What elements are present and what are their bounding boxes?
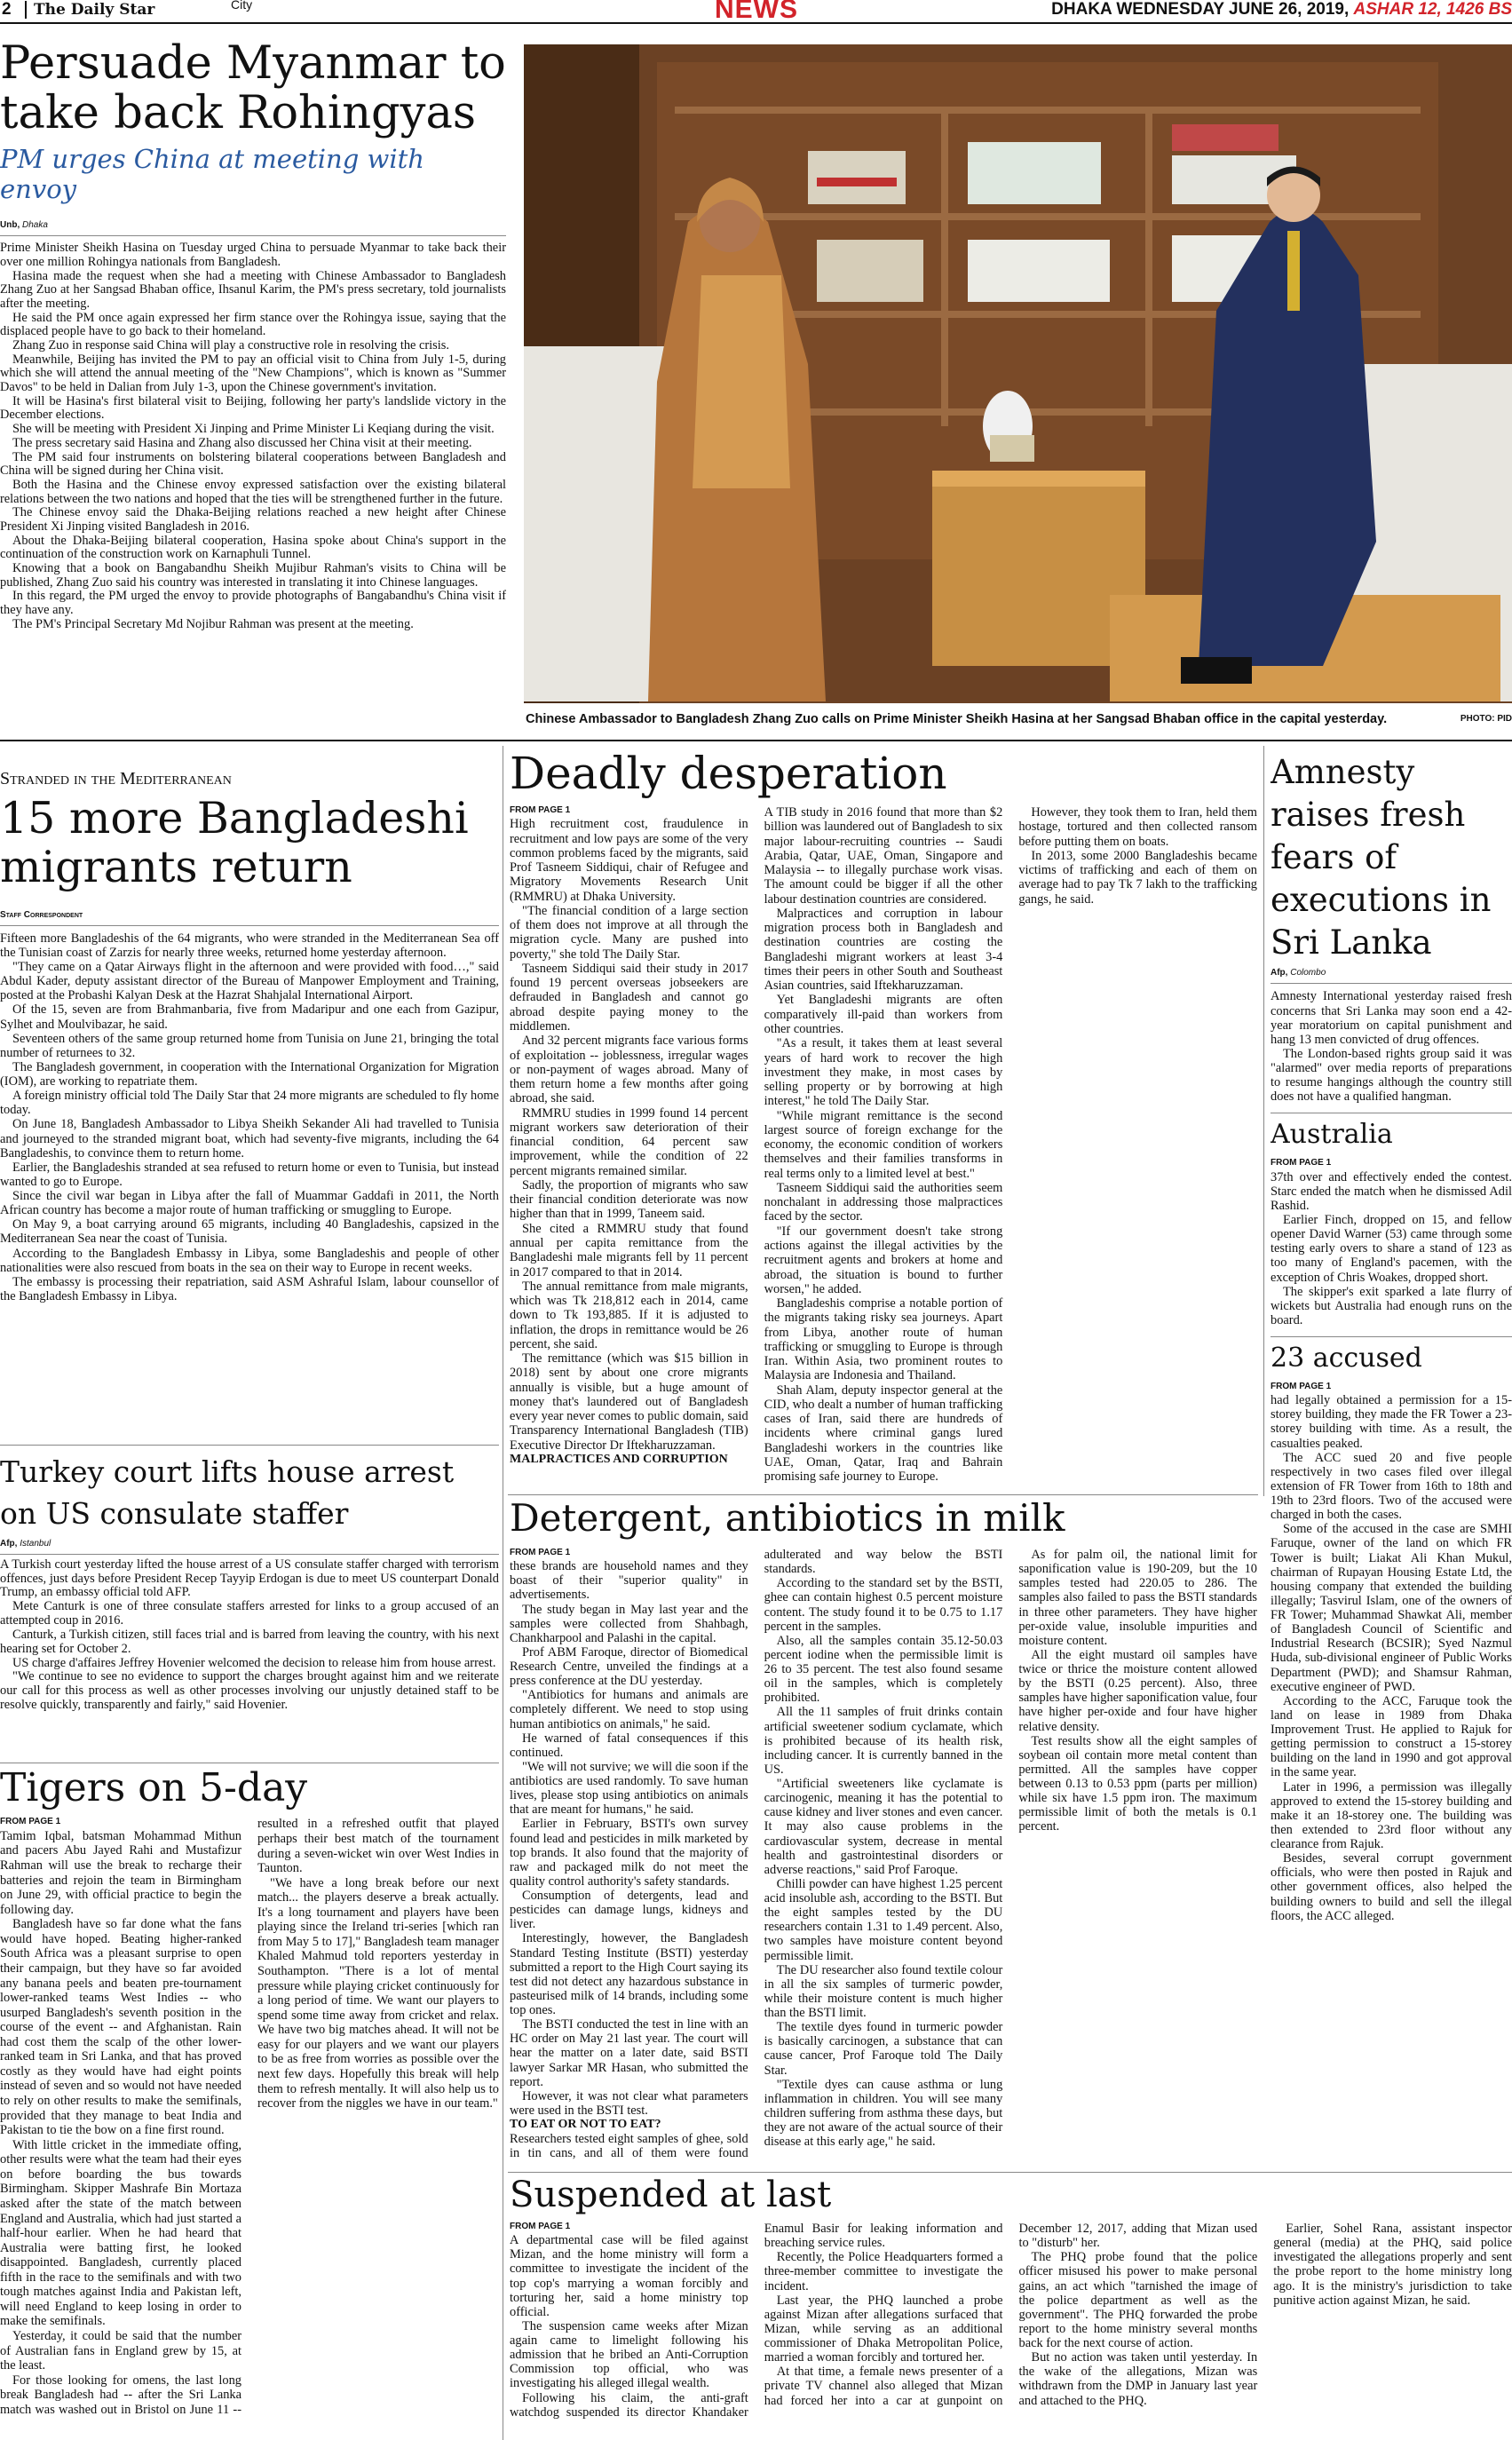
paragraph: The DU researcher also found textile colour in all the six samples of turmeric powder, while their moisture content is much higher than the BSTI limit. [764, 1962, 1003, 2021]
from-page-label: FROM PAGE 1 [0, 1817, 61, 1827]
paragraph: The study began in May last year and the samples were collected from Shahbagh, Chankharpool and Palashi in the capital. [510, 1602, 748, 1645]
deadly-body [510, 805, 1257, 1485]
paragraph: Tasneem Siddiqui said the authorities seem nonchalant in addressing those malpractices faced by the sector. [764, 1180, 1003, 1224]
paragraph: In this regard, the PM urged the envoy to provide photographs of Bangabandhu's China visit if they have any. [0, 589, 506, 618]
from-page-label: FROM PAGE 1 [1271, 1382, 1332, 1392]
paragraph: A departmental case will be filed against Mizan, and the home ministry will form a committee to investigate the incident of the top cop's marrying a woman forcibly and torturing her, said a home ministry top official. [510, 2233, 748, 2319]
page-number: 2 [2, 0, 12, 19]
paragraph: Bangladeshis comprise a notable portion of the migrants taking risky sea journeys. Apart from Libya, another route of human trafficking or smuggling to Europe is through Iran. Within Asia, two prominent routes to Malaysia are Indonesia and Thailand. [764, 1296, 1003, 1383]
paragraph: She will be meeting with President Xi Jinping and Prime Minister Li Keqiang during the visit. [12, 422, 495, 437]
lead-body [0, 242, 506, 631]
paragraph: At that time, a female news presenter of a private TV channel also alleged that Mizan had forced her into a car at gunpoint on December 12, 2017, adding that Mizan used to "disturb" her. [764, 2222, 1258, 2408]
migrants-kicker: Stranded in the Mediterranean [0, 769, 232, 788]
paragraph: High recruitment cost, fraudulence in recruitment and low pays are some of the very common problems faced by the migrants, said Prof Tasneem Siddiqui, chair of Refugee and Migratory Movements Research Unit (RMMRU) at Dhaka University. [510, 817, 748, 904]
subheading: MALPRACTICES AND CORRUPTION [510, 1452, 728, 1466]
paragraph: "We have a long break before our next match... the players deserve a break actually. It's a long tournament and players have been playing since the Ireland tri-series [which ran from May 5 to 17]," Bangladesh team manager Khaled Mahmud told reporters yesterday in Southampton. "There is a lot of mental pressure while playing cricket continuously for a long period of time. We want our players to spend some time away from cricket and relax. We have two big matches ahead. It will not be easy for our players and we want our players to be as free from worries as possible over the next few days. Hopefully this break will help them to refresh mentally. It will also help us to recover from the niggles we have in our team." [257, 1875, 499, 2111]
paragraph: Zhang Zuo in response said China will play a constructive role in resolving the crisis. [12, 338, 449, 353]
paragraph: 37th over and effectively ended the contest. Starc ended the match when he dismissed Adil Rashid. [1271, 1169, 1512, 1213]
from-page-label: FROM PAGE 1 [510, 2222, 571, 2231]
paragraph: Some of the accused in the case are SMHI Faruque, owner of the land on which FR Tower is built; Liakat Ali Khan Mukul, chairman of Rupayan Housing Estate Ltd, the housing company that extended the building illegally; Tasvirul Islam, one of the owners of FR Tower; Muhammad Shawkat Ali, member of Bangladesh Council of Scientific and Industrial Research (BCSIR); Syed Nazmul Huda, sub-divisional engineer of Public Works Department (PWD); and Shamsur Rahman, executive engineer of PWD. [1271, 1522, 1512, 1694]
paragraph: these brands are household names and they boast of their "superior quality" in advertisements. [510, 1559, 748, 1603]
section-title: NEWS [715, 0, 798, 21]
turkey-byline: Afp, [0, 1538, 18, 1549]
paragraph: For those looking for omens, the last long break Bangladesh had -- after the Sri Lanka match was washed out in Bristol on June 11 -- resulted in a refreshed outfit that played perhaps their best match of the tournament during a seven-wicket win over West Indies in Taunton. [0, 1817, 499, 2417]
paragraph: Prof ABM Faroque, director of Biomedical Research Centre, unveiled the findings at a press conference at the DU yesterday. [510, 1644, 748, 1689]
turkey-headline: Turkey court lifts house arrest on US consulate staffer [0, 1454, 455, 1531]
paragraph: However, they took them to Iran, held them hostage, tortured and then collected ransom before putting them on boats. [1018, 805, 1257, 849]
lead-photo [524, 44, 1512, 703]
paragraph: US charge d'affaires Jeffrey Hovenier welcomed the decision to release him from house arrest. [12, 1655, 496, 1670]
paragraph: However, it was not clear what parameters were used in the BSTI test. [510, 2088, 748, 2118]
paragraph: Interestingly, however, the Bangladesh Standard Testing Institute (BSTI) yesterday submitted a report to the High Court saying its test did not detect any hazardous substance in pasteurised milk of 14 brands, including some top ones. [510, 1931, 748, 2018]
paragraph: According to the ACC, Faruque took the land on lease in 1989 from Dhaka Improvement Trust. He applied to Rajuk for getting permission to construct a 15-storey building on the land in 1990 and got approval in the same year. [1271, 1693, 1512, 1780]
paragraph: As for palm oil, the national limit for saponification value is 190-209, but the 10 samples tested had 220.05 to 286. The samples also failed to pass the BSTI standards in three other parameters. They have higher per-oxide value, insoluble impurities and moisture content. [1018, 1548, 1257, 1648]
paragraph: Earlier, the Bangladeshis stranded at sea refused to return home or even to Tunisia, but instead wanted to go to Europe. [0, 1160, 499, 1189]
paragraph: Earlier Finch, dropped on 15, and fellow opener David Warner (53) came through some testing early overs to share a stand of 123 as too many of England's pacemen, with the exception of Chris Woakes, dropped short. [1271, 1213, 1512, 1285]
australia-body [1271, 1158, 1512, 1327]
section-tag: City [231, 0, 253, 12]
paragraph: The annual remittance from male migrants, which was Tk 218,812 each in 2014, came down to Tk 193,885. If it is adjusted to inflation, the drops in remittance would be 26 percent, she said. [510, 1279, 748, 1351]
paragraph: Prime Minister Sheikh Hasina on Tuesday urged China to persuade Myanmar to take back their over one million Rohingya nationals from Bangladesh. [0, 241, 506, 269]
paragraph: Canturk, a Turkish citizen, still faces trial and is barred from leaving the country, with his next hearing set for October 2. [0, 1627, 499, 1656]
amnesty-body [1271, 989, 1512, 1104]
lead-story [0, 39, 506, 736]
accused-headline: 23 accused [1271, 1343, 1422, 1374]
paragraph: Malpractices and corruption in labour migration process both in Bangladesh and destination countries are costing the Bangladeshi migrant workers at least 3-4 times their peers in other South and Southeast Asian countries, said Iftekharuzzaman. [764, 906, 1003, 994]
paragraph: "Artificial sweeteners like cyclamate is carcinogenic, meaning it has the potential to cause kidney and liver stones and even cancer. It may also cause problems in the cardiovascular system, decrease in mental health and gastrointestinal disorders or adverse reactions," said Prof Faroque. [764, 1777, 1003, 1877]
dateline: DHAKA WEDNESDAY JUNE 26, 2019, [1051, 0, 1350, 19]
deadly-headline: Deadly desperation [510, 749, 947, 799]
migrants-story [0, 769, 499, 1444]
paragraph: "We continue to see no evidence to support the charges brought against him and we reiterate our call for this process as well as other processes involving our unjustly detained staff to be resolve quickly, transparently and fairly," said Hovenier. [0, 1669, 499, 1713]
paragraph: Bangladesh have so far done what the fans would have hoped. Beating higher-ranked South Africa was a pleasant surprise to open their campaign, but they have so far avoided any banana peels and beaten pre-tournament lower-ranked teams West Indies -- who usurped Bangladesh's seventh position in the course of the event -- and Afghanistan. Rain had cost them the scalp of the other lower-ranked team in Sri Lanka, and that has proved costly as they would have had eight points instead of seven and so would not have needed to rely on other results to make the semifinals, provided that they manage to beat India and Pakistan to tie the bow on a fine first round. [0, 1917, 241, 2138]
amnesty-byline: Afp, [1271, 968, 1288, 978]
migrants-byline: Staff Correspondent [0, 909, 83, 920]
from-page-label: FROM PAGE 1 [510, 1548, 571, 1558]
lead-headline: Persuade Myanmar to take back Rohingyas [0, 39, 506, 140]
paragraph: He said the PM once again expressed her firm stance over the Rohingya issue, saying that the displaced people have to go back to their homeland. [0, 310, 506, 339]
paragraph: Seventeen others of the same group returned home from Tunisia on June 21, bringing the total number of returnees to 32. [0, 1031, 499, 1060]
milk-body [510, 1548, 1257, 2160]
migrants-headline: 15 more Bangladeshi migrants return [0, 793, 469, 892]
lead-subhead: PM urges China at meeting with envoy [0, 144, 424, 205]
paragraph: Fifteen more Bangladeshis of the 64 migrants, who were stranded in the Mediterranean Sea off the Tunisian coast of Zarzis for nearly three weeks, returned home yesterday afternoon. [0, 931, 499, 960]
paragraph: "Antibiotics for humans and animals are completely different. We need to stop using human antibiotics on animals," he said. [510, 1688, 748, 1731]
deadly-story [510, 749, 1257, 1490]
paragraph: A TIB study in 2016 found that more than $2 billion was laundered out of Bangladesh to six major labour-recruiting countries -- Saudi Arabia, Qatar, UAE, Oman, Singapore and Malaysia -- to illegally purchase work visas. The amount could be bigger if all the other labour destination countries are considered. [764, 805, 1003, 907]
from-page-label: FROM PAGE 1 [510, 805, 571, 815]
paragraph: The textile dyes found in turmeric powder is basically carcinogen, a substance that can cause cancer, Prof Faroque told The Daily Star. [764, 2020, 1003, 2078]
suspended-headline: Suspended at last [510, 2175, 832, 2215]
paragraph: The skipper's exit sparked a late flurry of wickets but Australia had enough runs on the board. [1271, 1284, 1512, 1327]
paragraph: "If our government doesn't take strong actions against the illegal activities by the recruitment agents and brokers at home and abroad, the situation is bound to further worsen," he added. [764, 1224, 1003, 1296]
paragraph: had legally obtained a permission for a 15-storey building, they made the FR Tower a 23-storey building with time. As a result, the casualties peaked. [1271, 1393, 1512, 1451]
paragraph: About the Dhaka-Beijing bilateral cooperation, Hasina spoke about China's support in the continuation of the construction work on Karnaphuli Tunnel. [0, 533, 506, 562]
paragraph: Yet Bangladeshi migrants are often comparatively ill-paid than workers from other countries. [764, 993, 1003, 1036]
lead-photo-caption [526, 711, 1512, 731]
paragraph: According to the Bangladesh Embassy in Libya, some Bangladeshis and people of other nationalities were also rescued from boats in the sea on their way to Europe in recent weeks. [0, 1246, 499, 1275]
paragraph: The PM's Principal Secretary Md Nojibur Rahman was present at the meeting. [12, 616, 414, 631]
paragraph: Following his claim, the anti-graft watchdog suspended its director Khandaker Enamul Basir for leaking information and breaching service rules. [510, 2222, 1003, 2420]
paragraph: "We will not survive; we will die soon if the antibiotics are used randomly. To save human lives, please stop using antibiotics on animals that are meant for humans," he said. [510, 1759, 748, 1818]
accused-body [1271, 1382, 1512, 1923]
paragraph: All the 11 samples of fruit drinks contain artificial sweetener sodium cyclamate, which is prohibited because of its health risk, including cancer. It is currently banned in the US. [764, 1705, 1003, 1777]
amnesty-dateline: Colombo [1290, 968, 1326, 978]
lead-byline: Unb, [0, 220, 20, 231]
paragraph: On June 18, Bangladesh Ambassador to Libya Sheikh Sekander Ali had travelled to Tunisia and journeyed to the stranded migrant boat, which had seventy-five migrants, including the 64 Bangladeshis, to convince them to return home. [0, 1117, 499, 1161]
paragraph: The ACC sued 20 and five people respectively in two cases filed over illegal extension of FR Tower from 16th to 18th and 19th to 23rd floors. Two of the accused were charged in both the cases. [1271, 1450, 1512, 1523]
lead-dateline: Dhaka [22, 220, 48, 231]
paragraph: RMMRU studies in 1999 found 14 percent migrant workers saw deterioration of their financial condition, 64 percent saw improvement, while the condition of 22 percent migrants remained similar. [510, 1105, 748, 1178]
paragraph: Last year, the PHQ launched a probe against Mizan after allegations surfaced that Mizan, while serving as an additional commissioner of Dhaka Metropolitan Police, married a woman forcibly and tortured her. [764, 2293, 1003, 2365]
paragraph: The PHQ probe found that the police officer misused his power to make personal gains, an act which "tarnished the image of the police department as well as the government". The PHQ forwarded the probe report to the home ministry several months back for the next course of action. [1018, 2250, 1258, 2350]
paragraph: He warned of fatal consequences if this continued. [510, 1731, 748, 1760]
paragraph: Shah Alam, deputy inspector general at the CID, who dealt a number of human trafficking cases of Iran, said there are hundreds of incidents where criminal gangs lured Bangladeshi workers in the countries like UAE, Oman, Qatar, Iraq and Bahrain promising safe journey to Europe. [764, 1382, 1003, 1485]
caption-text: Chinese Ambassador to Bangladesh Zhang Zuo calls on Prime Minister Sheikh Hasina at her Sangsad Bhaban office in the capital yesterday. [526, 712, 1388, 726]
paragraph: On May 9, a boat carrying around 65 migrants, including 40 Bangladeshis, capsized in the Mediterranean Sea near the coast of Tunisia. [0, 1217, 499, 1247]
tigers-story [0, 1767, 499, 2440]
paragraph: The suspension came weeks after Mizan again came to limelight following his admission that he bribed an Anti-Corruption Commission top official, who was investigating his alleged illegal wealth. [510, 2318, 748, 2391]
paragraph: Tasneem Siddiqui said their study in 2017 found 19 percent overseas jobseekers are defrauded in Bangladesh and cannot go abroad despite paying money to the middlemen. [510, 961, 748, 1034]
paragraph: Knowing that a book on Bangabandhu Sheikh Mujibur Rahman's visits to China will be published, Zhang Zuo said his country was interested in translating it into Chinese languages. [0, 561, 506, 590]
from-page-label: FROM PAGE 1 [1271, 1158, 1332, 1169]
paragraph: Researchers tested eight samples of ghee, sold in tin cans, and all of them were found adulterated and way below the BSTI standards. [510, 1548, 1003, 2160]
paragraph: In 2013, some 2000 Bangladeshis became victims of trafficking and each of them on average had to pay Tk 7 lakh to the trafficking gangs, he said. [1018, 848, 1257, 907]
photo-credit: PHOTO: PID [1460, 714, 1512, 724]
paragraph: A Turkish court yesterday lifted the house arrest of a US consulate staffer charged with terrorism offences, just days before President Recep Tayyip Erdogan is due to meet US counterpart Donald Trump, an embassy official told AFP. [0, 1557, 499, 1600]
paragraph: Both the Hasina and the Chinese envoy expressed satisfaction over the existing bilateral relations between the two nations and hoped that the ties will be strengthened further in the future. [0, 477, 506, 506]
migrants-body [0, 931, 499, 1303]
paragraph: "They came on a Qatar Airways flight in the afternoon and were provided with food…," said Abdul Kader, deputy assistant director of the Bureau of Manpower Employment and Training, posted at the Probashi Kalyan Desk at the Hazrat Shahjalal International Airport. [0, 960, 499, 1003]
turkey-body [0, 1558, 499, 1713]
paragraph: Hasina made the request when she had a meeting with Chinese Ambassador to Bangladesh Zhang Zuo at her Sangsad Bhaban office, Ihsanul Karim, the PM's press secretary, told journalists after the meeting. [0, 268, 506, 311]
paragraph: The Chinese envoy said the Dhaka-Beijing relations reached a new height after Chinese President Xi Jinping visited Bangladesh in 2016. [0, 505, 506, 534]
paragraph: "The financial condition of a large section of them does not improve at all through the migration cycle. Many are pushed into poverty," she told The Daily Star. [510, 903, 748, 962]
paragraph: Amnesty International yesterday raised fresh concerns that Sri Lanka may soon end a 42-year moratorium on capital punishment and hang 13 men convicted of drug offences. [1271, 989, 1512, 1047]
paragraph: It will be Hasina's first bilateral visit to Beijing, following her party's landslide victory in the December elections. [0, 393, 506, 423]
paragraph: Earlier, Sohel Rana, assistant inspector general (media) at the PHQ, said police investigated the allegations properly and sent the probe report to the home ministry long ago. It is the ministry's jurisdiction to take punitive action against Mizan, he said. [1273, 2222, 1512, 2308]
paragraph: "While migrant remittance is the second largest source of foreign exchange for the economy, the economic condition of workers themselves and their families transforms in real terms only to a limited level at best." [764, 1108, 1003, 1181]
paragraph: The BSTI conducted the test in line with an HC order on May 21 last year. The court will hear the matter on a later date, said BSTI lawyer Sarkar MR Hasan, who submitted the report. [510, 2017, 748, 2089]
paragraph: Since the civil war began in Libya after the fall of Muammar Gaddafi in 2011, the North African country has become a major route of human trafficking or smuggling to Europe. [0, 1189, 499, 1218]
paragraph: The embassy is processing their repatriation, said ASM Ashraful Islam, labour counsellor of the Bangladesh Embassy in Libya. [0, 1274, 499, 1303]
paragraph: Of the 15, seven are from Brahmanbaria, five from Madaripur and one each from Gazipur, Sylhet and Moulvibazar, he said. [0, 1002, 499, 1032]
paragraph: With little cricket in the immediate offing, other results were what the team had their eyes on before boarding the bus towards Birmingham. Skipper Mashrafe Bin Mortaza asked after the state of the match between England and Australia, which had just started a half-hour earlier. When he had heard that Australia were batting first, he looked disappointed. Bangladesh, currently placed fifth in the race to the semifinals and with two tough matches against India and Pakistan left, will need England to keep losing in order to make the semifinals. [0, 2137, 241, 2329]
paragraph: Earlier in February, BSTI's own survey found lead and pesticides in milk marketed by top brands. It also found that the majority of raw and packaged milk do not meet the quality control authority's safety standards. [510, 1817, 748, 1889]
paragraph: And 32 percent migrants face various forms of exploitation -- joblessness, irregular wages or non-payment of wages abroad. Many of them return home a few months after going abroad, she said. [510, 1034, 748, 1106]
milk-story [510, 1497, 1257, 2167]
paragraph: Sadly, the proportion of migrants who saw their financial condition deteriorate was now higher than that in 1999, Taneem said. [510, 1177, 748, 1222]
turkey-dateline: Istanbul [20, 1538, 51, 1549]
turkey-story [0, 1452, 499, 1758]
milk-headline: Detergent, antibiotics in milk [510, 1497, 1065, 1540]
date-bangla: ASHAR 12, 1426 BS [1353, 0, 1512, 19]
paragraph: The Bangladesh government, in cooperation with the International Organization for Migration (IOM), are working to repatriate them. [0, 1059, 499, 1089]
paragraph: Also, all the samples contain 35.12-50.03 percent iodine when the permissible limit is 26 to 35 percent. The test also found sesame oil in the samples, which is completely prohibited. [764, 1633, 1003, 1706]
paragraph: She cited a RMMRU study that found annual per capita remittance from the Bangladeshi male migrants fell by 11 percent in 2017 compared to that in 2014. [510, 1221, 748, 1279]
suspended-story [510, 2175, 1512, 2440]
paragraph: Later in 1996, a permission was illegally approved to extend the 15-storey building and make it an 18-storey one. The building was then extended to 23rd floor without any clearance from Rajuk. [1271, 1779, 1512, 1852]
amnesty-headline: Amnesty raises fresh fears of executions in Sri Lanka [1271, 753, 1492, 963]
meeting-photo-illustration [524, 44, 1512, 703]
australia-headline: Australia [1271, 1119, 1393, 1151]
tigers-body [0, 1817, 499, 2420]
tigers-headline: Tigers on 5-day [0, 1767, 308, 1810]
paragraph: All the eight mustard oil samples have twice or thrice the moisture content allowed by the BSTI (0.25 percent). Also, three samples have higher saponification value, four have higher per-oxide and four have higher relative density. [1018, 1647, 1257, 1734]
paragraph: Yesterday, it could be said that the number of Australian fans in England grew by 15, at the least. [0, 2329, 241, 2373]
right-column [1271, 751, 1512, 2169]
paragraph: Chilli powder can have highest 1.25 percent acid insoluble ash, according to the BSTI. But the eight samples tested by the DU researchers contain 1.31 to 1.49 percent. Also, two samples have moisture content beyond permissible limit. [764, 1876, 1003, 1963]
paragraph: The remittance (which was $15 billion in 2018) sent by about one crore migrants annually is visible, but a huge amount of money that's laundered out of Bangladesh every year never comes to public domain, said Transparency International Bangladesh (TIB) Executive Director Dr Iftekharuzzaman. [510, 1351, 748, 1453]
paragraph: Mete Canturk is one of three consulate staffers arrested for links to a group accused of an attempted coup in 2016. [0, 1599, 499, 1628]
paragraph: "As a result, it takes them at least several years of hard work to recover the high investment they make, in most cases by selling property or by borrowing at high interest," he told The Daily Star. [764, 1036, 1003, 1109]
subheading: TO EAT OR NOT TO EAT? [510, 2118, 661, 2132]
paragraph: But no action was taken until yesterday. In the wake of the allegations, Mizan was withdrawn from the DMP in January last year and attached to the PHQ. [1018, 2350, 1258, 2408]
paragraph: A foreign ministry official told The Daily Star that 24 more migrants are scheduled to fly home today. [0, 1089, 499, 1118]
paragraph: Tamim Iqbal, batsman Mohammad Mithun and pacers Abu Jayed Rahi and Mustafizur Rahman will use the break to recharge their batteries and rejoin the team in Birmingham on June 29, with official practice to begin the following day. [0, 1828, 241, 1917]
masthead-rule [0, 22, 1512, 24]
paragraph: According to the standard set by the BSTI, ghee can contain highest 0.5 percent moisture content. The study found it to be 0.75 to 1.17 percent in the samples. [764, 1576, 1003, 1634]
paragraph: "Textile dyes can cause asthma or lung inflammation in children. You will see many children suffering from asthma these days, but they are not aware of the actual source of their disease at this early age," he said. [764, 2077, 1003, 2150]
paragraph: The London-based rights group said it was "alarmed" over media reports of preparations to resume hangings although the country still does not have a qualified hangman. [1271, 1046, 1512, 1105]
paragraph: Test results show all the eight samples of soybean oil contain more metal content than permitted. All the samples have copper between 0.13 to 0.53 ppm (parts per million) while six have 1.5 ppm iron. The maximum permissible limit of both the metals is 0.1 percent. [1018, 1733, 1257, 1834]
paragraph: Consumption of detergents, lead and pesticides can damage lungs, kidneys and liver. [510, 1889, 748, 1932]
paragraph: Meanwhile, Beijing has invited the PM to pay an official visit to China from July 1-5, during which she will attend the annual meeting of the "New Champions", which is known as "Summer Davos" to be held in Dalian from July 1-3, upon the Chinese government's invitation. [0, 352, 506, 395]
masthead [0, 0, 1512, 21]
paragraph: Besides, several corrupt government officials, who were then posted in Rajuk and other government offices, also helped the building owners to build and sell the illegal floors, the ACC alleged. [1271, 1851, 1512, 1923]
paper-logo: The Daily Star [25, 1, 154, 19]
paragraph: The PM said four instruments on bolstering bilateral cooperations between Bangladesh and China will be signed during her China visit. [0, 449, 506, 479]
paragraph: Recently, the Police Headquarters formed a three-member committee to investigate the incident. [764, 2250, 1003, 2293]
paragraph: The press secretary said Hasina and Zhang also discussed her China visit at their meeting. [12, 435, 472, 450]
suspended-body [510, 2222, 1512, 2435]
